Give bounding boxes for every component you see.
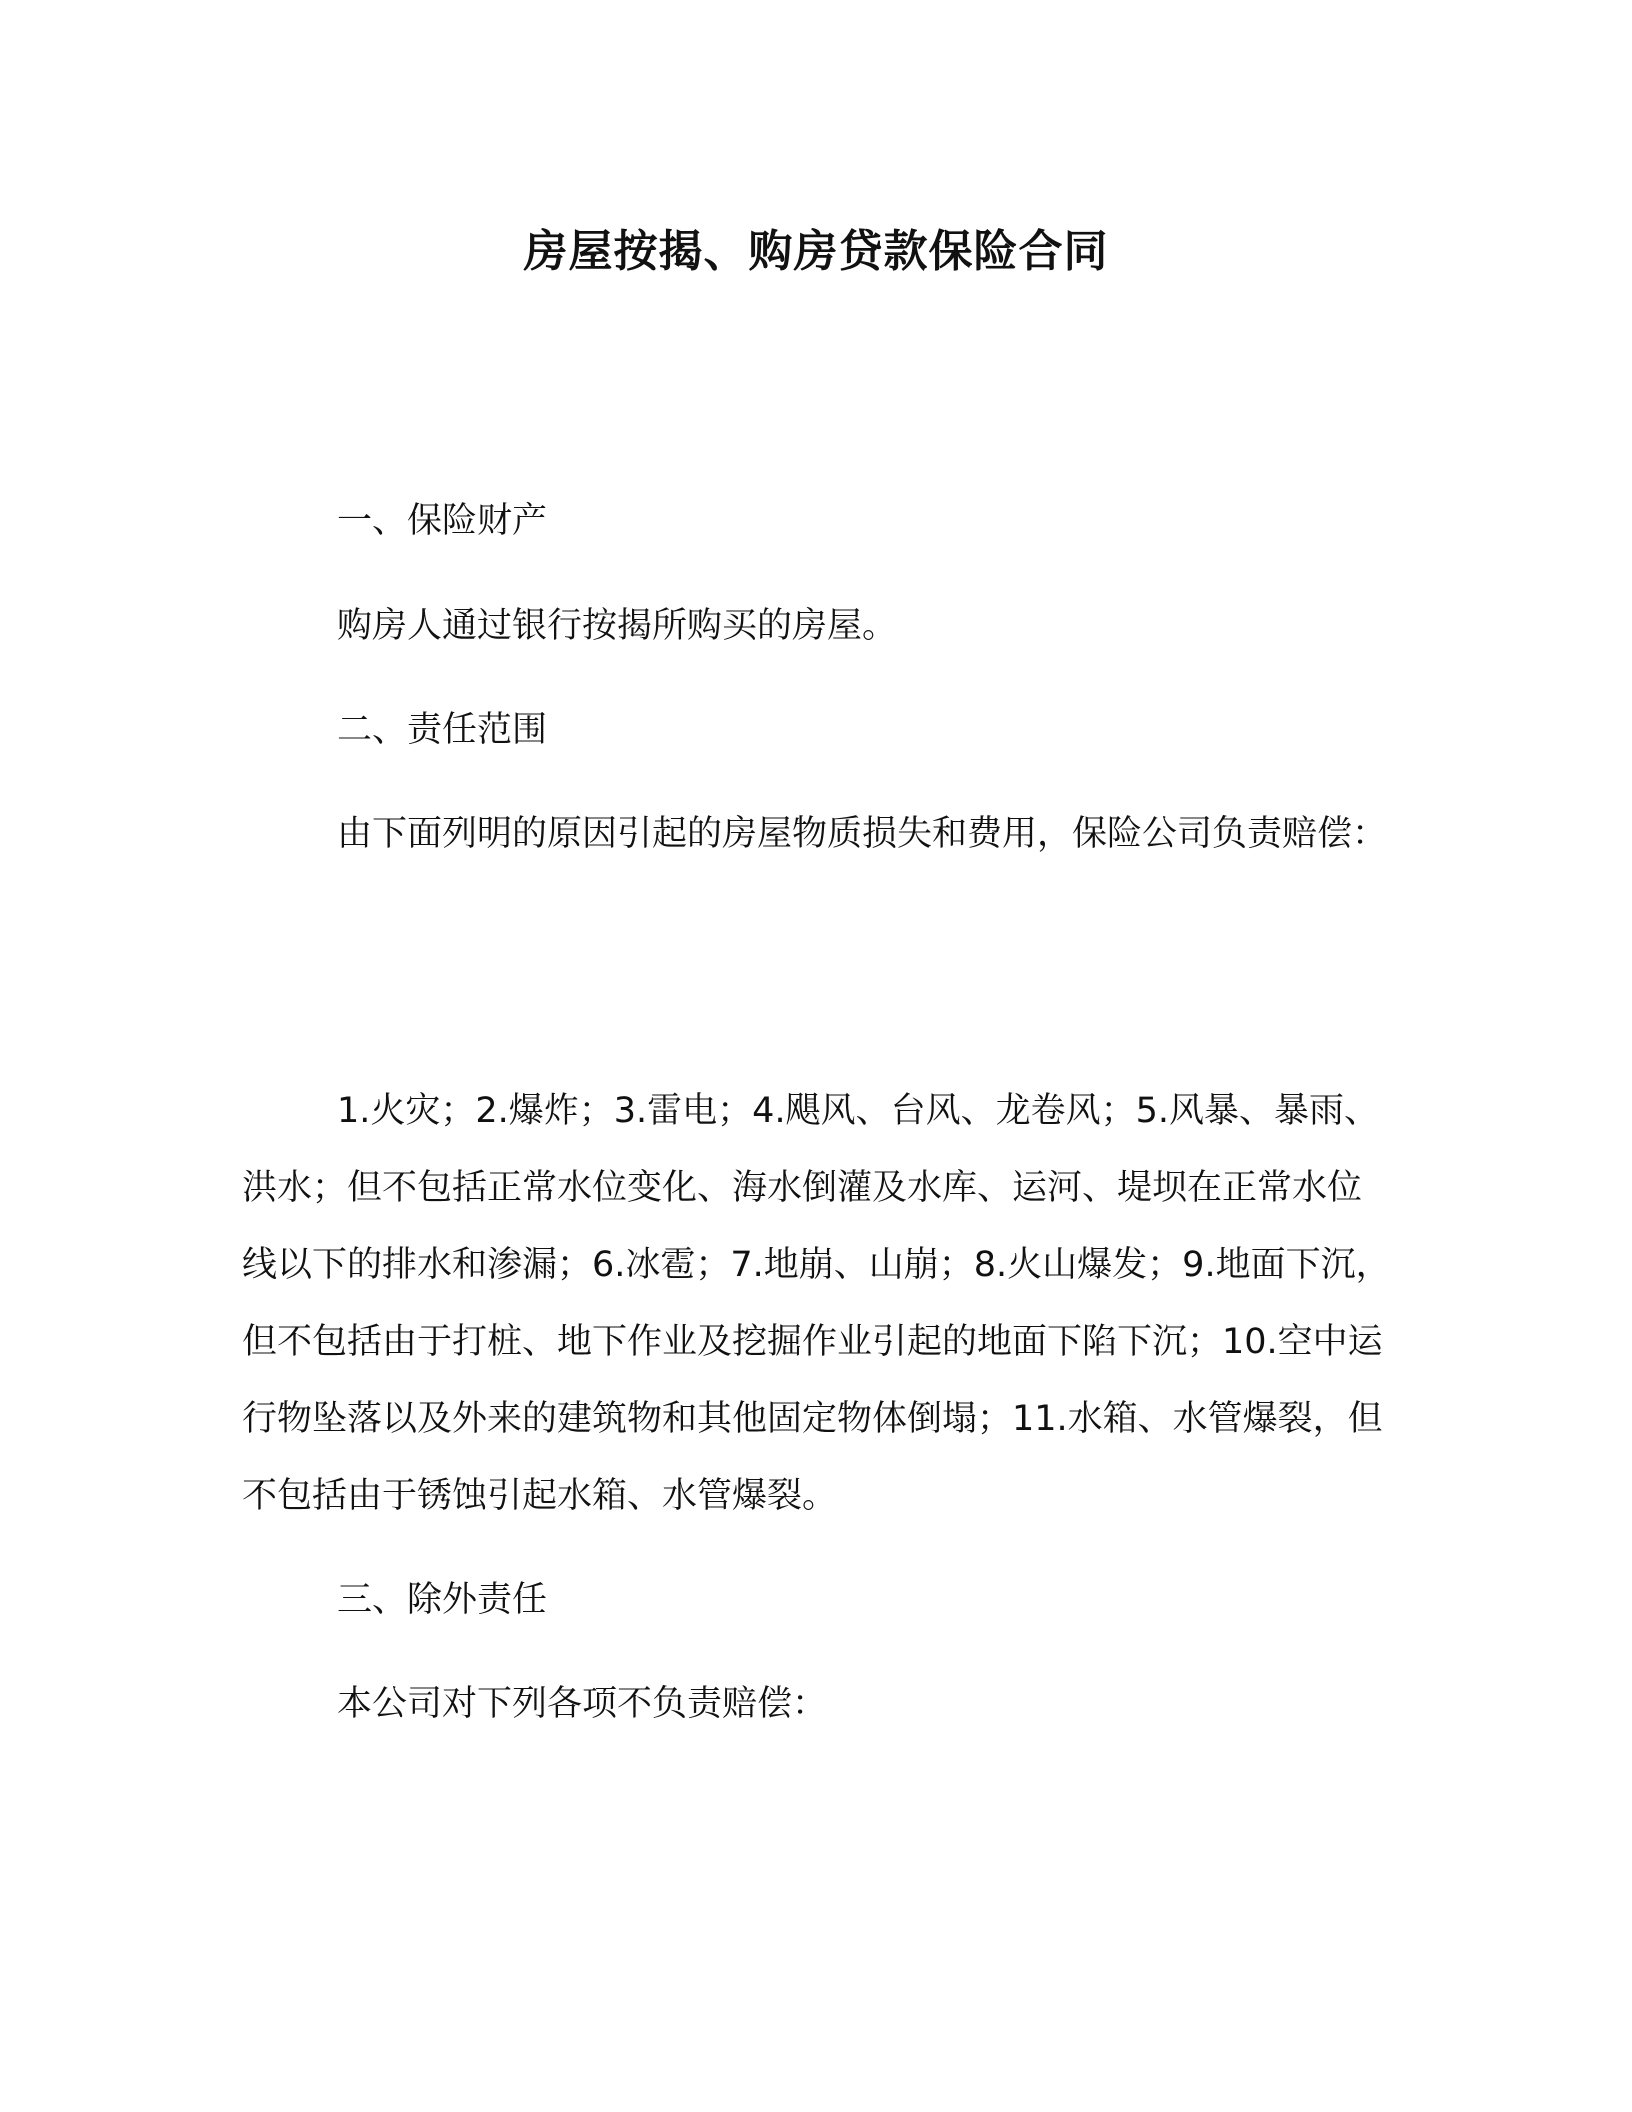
paragraph-covered-perils-list: 1.火灾；2.爆炸；3.雷电；4.飓风、台风、龙卷风；5.风暴、暴雨、洪水；但不包括正常水位变化、海水倒灌及水库、运河、堤坝在正常水位线以下的排水和渗漏；6.冰雹；7.地崩、山崩；8.火山爆发；9.地面下沉，但不包括由于打桩、地下作业及挖掘作业引起的地面下陷下沉；10.空中运行物坠落以及外来的建筑物和其他固定物体倒塌；11.水箱、水管爆裂，但不包括由于锈蚀引起水箱、水管爆裂。 <box>242 1091 1391 1516</box>
paragraph-insured-property: 购房人通过银行按揭所购买的房屋。 <box>337 606 898 646</box>
section-heading-scope-of-liability: 二、责任范围 <box>337 710 548 750</box>
document-title: 房屋按揭、购房贷款保险合同 <box>523 226 1109 277</box>
section-heading-exclusions: 三、除外责任 <box>337 1580 548 1620</box>
section-heading-insured-property: 一、保险财产 <box>337 501 548 541</box>
paragraph-scope-intro: 由下面列明的原因引起的房屋物质损失和费用，保险公司负责赔偿： <box>337 814 1388 854</box>
paragraph-exclusions-intro: 本公司对下列各项不负责赔偿： <box>337 1684 828 1724</box>
